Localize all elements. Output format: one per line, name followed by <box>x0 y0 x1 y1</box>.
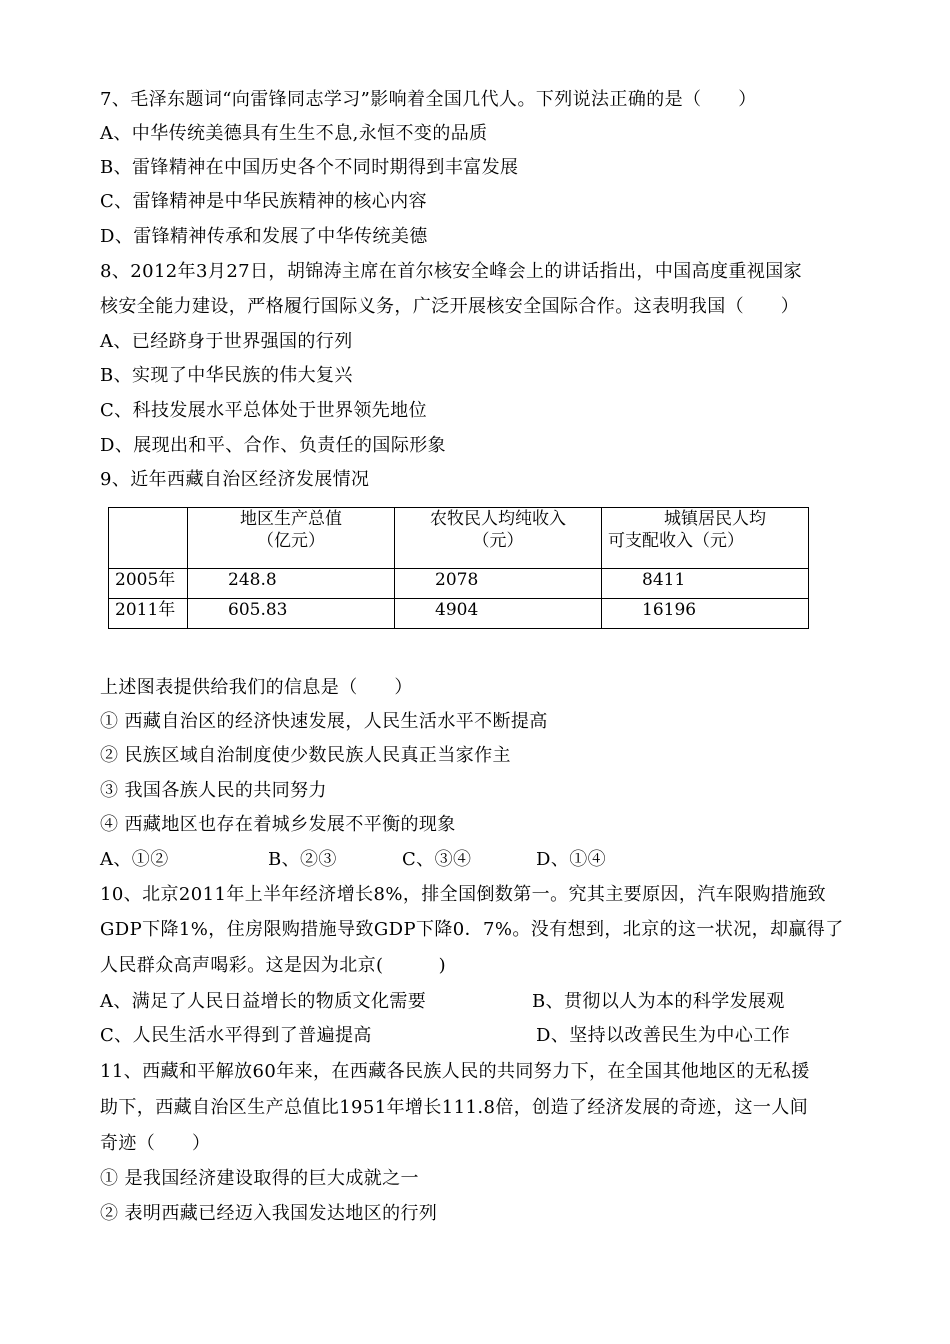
row-gdp: 248.8 <box>188 569 395 599</box>
q10-option-d: D、坚持以改善民生为中心工作 <box>536 1025 791 1046</box>
q11-stem-line1: 11、西藏和平解放60年来，在西藏各民族人民的共同努力下，在全国其他地区的无私援 <box>100 1061 810 1082</box>
q9-stem: 9、近年西藏自治区经济发展情况 <box>100 469 370 490</box>
header-gdp <box>188 508 395 569</box>
q8-stem-line1: 8、2012年3月27日，胡锦涛主席在首尔核安全峰会上的讲话指出，中国高度重视国家 <box>100 261 803 282</box>
q11-stem-line2: 助下，西藏自治区生产总值比1951年增长111.8倍，创造了经济发展的奇迹，这一人间 <box>100 1097 809 1118</box>
q8-option-d: D、展现出和平、合作、负责任的国际形象 <box>100 435 447 456</box>
q8-option-a: A、已经跻身于世界强国的行列 <box>100 331 353 352</box>
row-urban-income: 8411 <box>602 569 809 599</box>
q9-statement-2: ② 民族区域自治制度使少数民族人民真正当家作主 <box>100 745 511 766</box>
q7-option-d: D、雷锋精神传承和发展了中华传统美德 <box>100 226 428 247</box>
q10-stem-line2: GDP下降1%，住房限购措施导致GDP下降0．7%。没有想到，北京的这一状况，却赢得了 <box>100 919 844 940</box>
row-urban-income: 16196 <box>602 599 809 629</box>
q7-stem: 7、毛泽东题词“向雷锋同志学习”影响着全国几代人。下列说法正确的是（ ） <box>100 89 757 110</box>
header-gdp-line2: （亿元） <box>257 531 325 551</box>
q11-stem-line3: 奇迹（ ） <box>100 1133 211 1154</box>
header-urban-income <box>602 508 809 569</box>
q10-option-c: C、人民生活水平得到了普遍提高 <box>100 1025 372 1046</box>
q9-statement-3: ③ 我国各族人民的共同努力 <box>100 780 327 801</box>
q9-option-c: C、③④ <box>402 849 472 870</box>
header-urban-line1: 城镇居民人均 <box>664 509 766 529</box>
header-corner-cell <box>109 508 188 569</box>
q7-option-a: A、中华传统美德具有生生不息,永恒不变的品质 <box>100 123 488 144</box>
row-rural-income: 4904 <box>395 599 602 629</box>
q7-option-c: C、雷锋精神是中华民族精神的核心内容 <box>100 191 427 212</box>
header-rural-line1: 农牧民人均纯收入 <box>430 509 566 529</box>
table-row <box>109 569 809 599</box>
q9-option-d: D、①④ <box>536 849 607 870</box>
q10-stem-line3: 人民群众高声喝彩。这是因为北京( ) <box>100 955 447 976</box>
q9-option-a: A、①② <box>100 849 169 870</box>
q10-option-a: A、满足了人民日益增长的物质文化需要 <box>100 991 427 1012</box>
row-rural-income: 2078 <box>395 569 602 599</box>
q8-option-b: B、实现了中华民族的伟大复兴 <box>100 365 353 386</box>
q9-prompt: 上述图表提供给我们的信息是（ ） <box>100 677 413 698</box>
header-rural-income <box>395 508 602 569</box>
q7-option-b: B、雷锋精神在中国历史各个不同时期得到丰富发展 <box>100 157 519 178</box>
q9-statement-1: ① 西藏自治区的经济快速发展，人民生活水平不断提高 <box>100 711 548 732</box>
q10-option-b: B、贯彻以人为本的科学发展观 <box>532 991 785 1012</box>
header-rural-line2: （元） <box>472 531 524 551</box>
table-row <box>109 599 809 629</box>
q10-stem-line1: 10、北京2011年上半年经济增长8%，排全国倒数第一。究其主要原因，汽车限购措施致 <box>100 884 827 905</box>
q9-option-b: B、②③ <box>268 849 337 870</box>
q11-statement-1: ① 是我国经济建设取得的巨大成就之一 <box>100 1168 419 1189</box>
row-year: 2011年 <box>109 599 188 629</box>
row-gdp: 605.83 <box>188 599 395 629</box>
header-urban-line2: 可支配收入（元） <box>608 531 744 551</box>
tibet-economy-table <box>108 507 809 629</box>
q9-statement-4: ④ 西藏地区也存在着城乡发展不平衡的现象 <box>100 814 456 835</box>
row-year: 2005年 <box>109 569 188 599</box>
table-header-row <box>109 508 809 569</box>
q8-stem-line2: 核安全能力建设，严格履行国际义务，广泛开展核安全国际合作。这表明我国（ ） <box>100 296 800 317</box>
q8-option-c: C、科技发展水平总体处于世界领先地位 <box>100 400 427 421</box>
header-gdp-line1: 地区生产总值 <box>240 509 342 529</box>
q11-statement-2: ② 表明西藏已经迈入我国发达地区的行列 <box>100 1203 438 1224</box>
